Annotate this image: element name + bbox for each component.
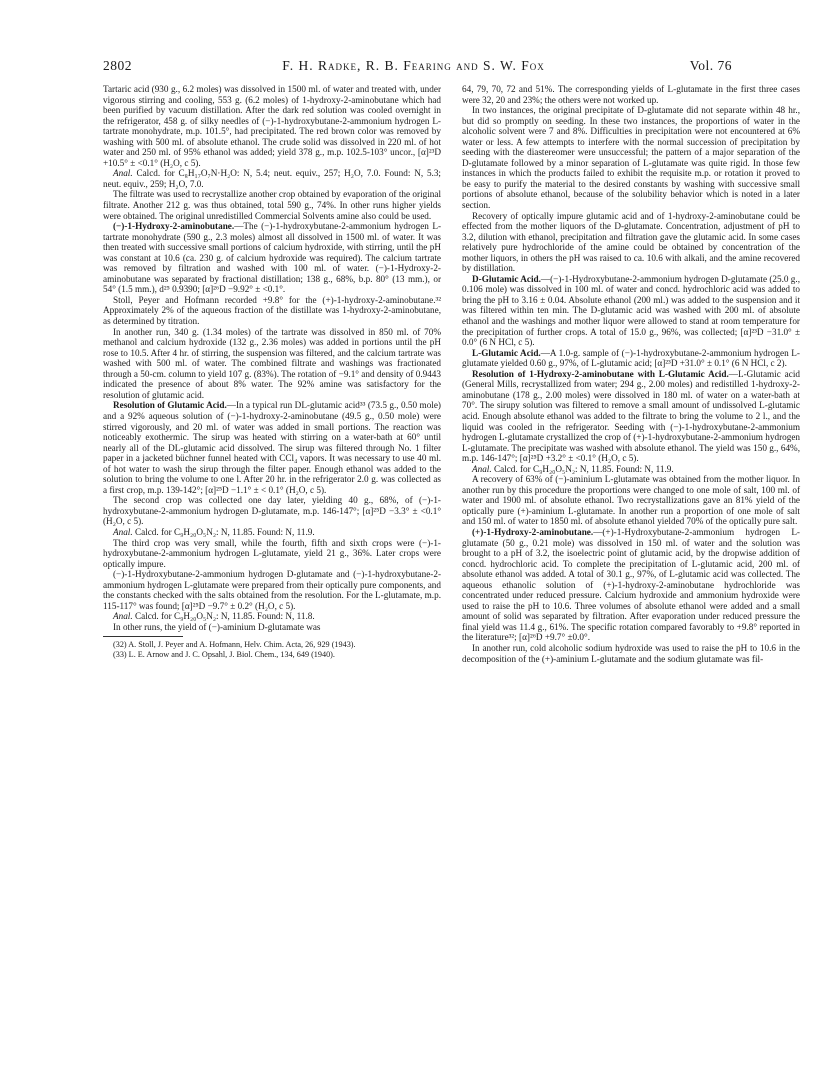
footnote-32: (32) A. Stoll, J. Peyer and A. Hofmann, Helv. Chim. Acta, 26, 929 (1943). — [113, 640, 356, 650]
left-column — [103, 84, 441, 660]
paragraph-d-glutamic-acid: D-Glutamic Acid.—(−)-1-Hydroxybutane-2-ammonium hydrogen D-glutamate (25.0 g., 0.106 mole) was dissolved in 100 ml. of water and concd. hydrochloric acid was added to bring the pH to 3.16 ± 0.04. Absolute ethanol (200 ml.) was added to the suspension and it was filtered within ten min. The D-glutamic acid was washed with 200 ml. of absolute ethanol and the washings and mother liquor were allowed to stand at room temperature for the precipitation of further crops. A total of 15.0 g., 96%, was collected; [α]²³D −31.0° ± 0.0° (6 N HCl, c 5). — [462, 273, 800, 348]
footnote-33: (33) L. E. Arnow and J. C. Opsahl, J. Biol. Chem., 134, 649 (1940). — [113, 650, 335, 660]
paragraph-second-crop-tartrate: The filtrate was used to recrystallize another crop obtained by evaporation of the original filtrate. Another 212 g. was thus obtained, total 590 g., 74%. In other runs higher yields were obtained. The original unredistilled Commercial Solvents amine also could be used. — [103, 189, 441, 221]
paragraph-yields-continued: 64, 79, 70, 72 and 51%. The corresponding yields of L-glutamate in the first three cases were 32, 20 and 23%; the others were not worked up. — [462, 84, 800, 105]
volume-label: Vol. 76 — [689, 58, 732, 73]
paragraph-recovery: Recovery of optically impure glutamic acid and of 1-hydroxy-2-aminobutane could be effected from the mother liquors of the D-glutamate. Concentration, adjustment of pH to 3.2, dilution with ethanol, precipitation and filtration gave the glutamic acid. In some cases relatively pure hydrochloride of the amine could be obtained by concentration of the mother liquors, in others the pH was raised to ca. 10.6 with alkali, and the amine recovered by distillation. — [462, 210, 800, 274]
paragraph-l-glutamic-acid: L-Glutamic Acid.—A 1.0-g. sample of (−)-1-hydroxybutane-2-ammonium hydrogen L-glutamate yielded 0.60 g., 97%, of L-glutamic acid; [α]²³D +31.0° ± 0.1° (6 N HCl, c 2). — [462, 347, 800, 369]
paragraph-seeding-instances: In two instances, the original precipitate of D-glutamate did not separate within 48 hr., but did so promptly on seeding. In these two instances, the proportions of water in the alcoholic solvent were 7 and 8%. Difficulties in precipitation were not encountered at 6% water or less. A few attempts to interfere with the normal succession of precipitation by seeding with the diastereomer were unsuccessful; the pattern of a major separation of the D-glutamate followed by a minor separation of L-glutamate was quite rigid. In those few instances in which the products failed to exhibit the requisite m.p. or rotation it proved to be easy to purify the material to the desired constants by washing with successive small portions of absolute ethanol, because of the solubility behavior which is noted in a later section. — [462, 105, 800, 211]
analysis-plus-glutamate: Anal. Calcd. for C₉H₂₀O₅N₂: N, 11.85. Found: N, 11.9. — [472, 463, 674, 474]
paragraph-plus-aminobutane: (+)-1-Hydroxy-2-aminobutane.—(+)-1-Hydroxybutane-2-ammonium hydrogen L-glutamate (50 g., 0.21 mole) was dissolved in 150 ml. of water and the solution was brought to a pH of 3.2, the isoelectric point of glutamic acid, by the dropwise addition of concd. hydrochloric acid. To complete the precipitation of L-glutamic acid, 200 ml. of absolute ethanol was added. A total of 30.1 g., 97%, of L-glutamic acid was collected. The aqueous ethanolic solution of (+)-1-hydroxy-2-aminobutane hydrochloride was concentrated under reduced pressure. Calcium hydroxide and ammonium hydroxide were used to raise the pH to 10.6. Three volumes of absolute ethanol were added and a small amount of solid was separated by filtration. After evaporation under reduced pressure the final yield was 11.4 g., 61%. The specific rotation compared favorably to +9.8° reported in the literature³²; [α]²⁶D +9.7° ±0.0°. — [462, 526, 800, 643]
paragraph-optically-pure-salts: (−)-1-Hydroxybutane-2-ammonium hydrogen D-glutamate and (−)-1-hydroxybutane-2-ammonium hydrogen L-glutamate were prepared from their optically pure components, and the constants checked with the salts obtained from the resolution. For the L-glutamate, m.p. 115-117° was found; [α]²⁵D −9.7° ± 0.2° (H₂O, c 5). — [103, 569, 441, 611]
running-head-authors: F. H. Radke, R. B. Fearing and S. W. Fox — [282, 58, 545, 73]
paragraph-stoll-reference: Stoll, Peyer and Hofmann recorded +9.8° for the (+)-1-hydroxy-2-aminobutane.³² Approximately 2% of the aqueous fraction of the distillate was 1-hydroxy-2-aminobutane, as determined by titration. — [103, 294, 441, 327]
analysis-d-glutamate: Anal. Calcd. for C₉H₂₀O₅N₂: N, 11.85. Found: N, 11.9. — [113, 526, 315, 537]
paragraph-tartrate-prep: Tartaric acid (930 g., 6.2 moles) was dissolved in 1500 ml. of water and treated with, under vigorous stirring and cooling, 553 g. (6.2 moles) of 1-hydroxy-2-aminobutane which had been purified by vacuum distillation. After the dark red solution was cooled overnight in the refrigerator, 458 g. of silky needles of (−)-1-hydroxybutane-2-ammonium hydrogen L-tartrate monohydrate, m.p. 101.5°, had precipitated. The red brown color was removed by washing with 500 ml. of absolute ethanol. The crude solid was dissolved in 220 ml. of hot water and 250 ml. of 95% ethanol was added; yield 378 g., m.p. 102.5-103° uncor., [α]²³D +10.5° ± <0.1° (H₂O, c 5). — [103, 84, 441, 168]
paragraph-recovery-63: A recovery of 63% of (−)-aminium L-glutamate was obtained from the mother liquor. In another run by this procedure the proportions were changed to one mole of salt, 100 ml. of water and 1900 ml. of absolute ethanol. Two recrystallizations gave an 81% yield of the optically pure (+)-aminium L-glutamate. In another run a proportion of one mole of salt and 150 ml. of water to 1850 ml. of absolute ethanol yielded 70% of the optically pure salt. — [462, 474, 800, 527]
paragraph-later-crops: The third crop was very small, while the fourth, fifth and sixth crops were (−)-1-hydroxybutane-2-ammonium hydrogen L-glutamate, yield 21 g., 36%. Later crops were optically impure. — [103, 537, 441, 569]
paragraph-second-crop-glutamate: The second crop was collected one day later, yielding 40 g., 68%, of (−)-1-hydroxybutane-2-ammonium hydrogen D-glutamate, m.p. 146-147°; [α]²⁵D −3.3° ± <0.1° (H₂O, c 5). — [103, 495, 441, 527]
page-number: 2802 — [103, 58, 132, 73]
paragraph-another-run: In another run, cold alcoholic sodium hydroxide was used to raise the pH to 10.6 in the decomposition of the (+)-aminium L-glutamate and the sodium glutamate was fil- — [462, 642, 800, 664]
paragraph-resolution-aminobutane: Resolution of 1-Hydroxy-2-aminobutane with L-Glutamic Acid.—L-Glutamic acid (General Mills, recrystallized from water; 294 g., 2.00 moles) and redistilled 1-hydroxy-2-aminobutane (178 g., 2.00 moles) were dissolved in 180 ml. of water on a water-bath at 70°. The sirupy solution was filtered to remove a small amount of undissolved L-glutamic acid. Enough absolute ethanol was added to the filtrate to bring the volume to 2 l., and the liquid was cooled in the refrigerator. Seeding with (−)-1-hydroxybutane-2-ammonium hydrogen L-glutamate crystallized the crop of (+)-1-hydroxybutane-2-ammonium hydrogen L-glutamate. The precipitate was washed with absolute ethanol. The yield was 150 g., 64%, m.p. 146-147°; [α]²⁵D +3.2° ± <0.1° (H₂O, c 5). — [462, 368, 800, 464]
analysis-tartrate: Anal. Calcd. for C₈H₁₇O₇N·H₂O: N, 5.4; neut. equiv., 257; H₂O, 7.0. Found: N, 5.3; neut. equiv., 259; H₂O, 7.0. — [103, 168, 441, 189]
right-column — [462, 84, 800, 664]
footnote-rule — [103, 636, 183, 637]
paragraph-other-runs: In other runs, the yield of (−)-aminium D-glutamate was — [113, 621, 321, 632]
analysis-l-glutamate: Anal. Calcd. for C₉H₂₀O₅N₂: N, 11.85. Found: N, 11.8. — [113, 611, 315, 622]
paragraph-minus-aminobutane: (−)-1-Hydroxy-2-aminobutane.—The (−)-1-hydroxybutane-2-ammonium hydrogen L-tartrate monohydrate (590 g., 2.3 moles) almost all dissolved in 1500 ml. of water. It was then treated with successive small portions of calcium hydroxide, with stirring, until the pH was constant at 10.6 (ca. 230 g. of calcium hydroxide was required). The calcium tartrate was removed by filtration and washed with 100 ml. of water. (−)-1-Hydroxy-2-aminobutane was separated by fractional distillation; 138 g., 68%, b.p. 80° (13 mm.), or 54° (1.5 mm.), d²⁵ 0.9390; [α]²⁶D −9.92° ± <0.1°. — [103, 221, 441, 295]
paragraph-resolution-glutamic: Resolution of Glutamic Acid.—In a typical run DL-glutamic acid³³ (73.5 g., 0.50 mole) and a 92% aqueous solution of (−)-1-hydroxy-2-aminobutane (49.5 g., 0.50 mole) were stirred vigorously, and 20 ml. of water was added in small portions. The reaction was noticeably exothermic. The sirup was heated with stirring on a water-bath at 60° until nearly all of the DL-glutamic acid dissolved. The sirup was filtered through No. 1 filter paper in a jacketed büchner funnel heated with CCl₄ vapors. It was necessary to use 40 ml. of hot water to wash the sirup through the filter paper. Enough ethanol was added to the solution to bring the volume to one l. After 20 hr. in the refrigerator 2.0 g. was collected as a first crop, m.p. 139-142°; [α]²⁵D −1.1° ± < 0.1° (H₂O, c 5). — [103, 400, 441, 495]
paragraph-methanol-run: In another run, 340 g. (1.34 moles) of the tartrate was dissolved in 850 ml. of 70% methanol and calcium hydroxide (132 g., 2.36 moles) was added in portions until the pH rose to 10.5. After 4 hr. of stirring, the suspension was filtered, and the calcium tartrate was washed with 500 ml. of water. The combined filtrate and washings was fractionated through a 50-cm. column to yield 107 g. (83%). The rotation of −9.1° and density of 0.9443 indicated the presence of about 8% water. The 92% amine was satisfactory for the resolution of glutamic acid. — [103, 326, 441, 400]
